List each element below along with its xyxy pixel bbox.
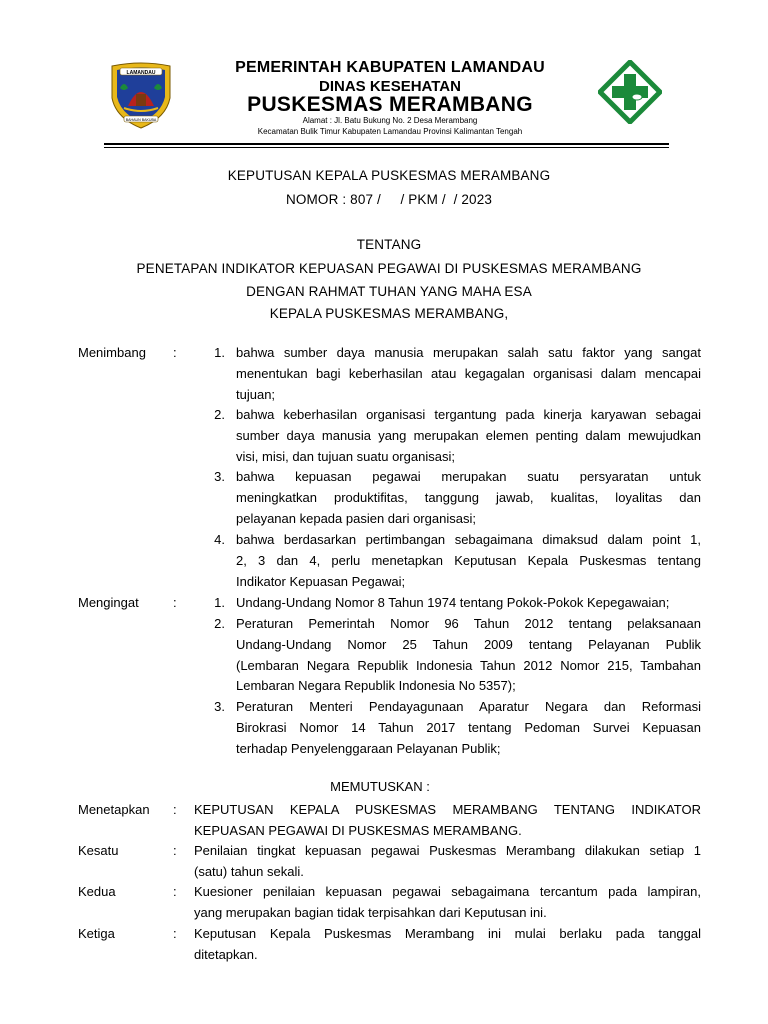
decision-label: Menetapkan bbox=[78, 802, 150, 817]
mengingat-colon: : bbox=[173, 595, 177, 610]
office-name: DINAS KESEHATAN bbox=[319, 78, 461, 95]
district-line: Kecamatan Bulik Timur Kabupaten Lamandau Provinsi Kalimantan Tengah bbox=[257, 127, 523, 136]
decree-number: NOMOR : 807 / / PKM / / 2023 bbox=[285, 192, 493, 207]
mengingat-num: 2. bbox=[214, 616, 225, 631]
letterhead-rule-thin bbox=[104, 147, 669, 148]
mengingat-item: Undang-Undang Nomor 8 Tahun 1974 tentang Pokok-Pokok Kepegawaian; bbox=[236, 595, 670, 610]
decision-label: Kesatu bbox=[78, 843, 119, 858]
decree-subject: PENETAPAN INDIKATOR KEPUASAN PEGAWAI DI PUSKESMAS MERAMBANG bbox=[136, 261, 642, 276]
decision-label: Kedua bbox=[78, 884, 116, 899]
letterhead-rule-thick bbox=[104, 143, 669, 145]
decision-colon: : bbox=[173, 843, 177, 858]
menimbang-label: Menimbang bbox=[78, 345, 146, 360]
svg-text:LAMANDAU: LAMANDAU bbox=[126, 69, 156, 76]
lamandau-emblem-logo bbox=[106, 58, 176, 130]
decision-text: Keputusan Kepala Puskesmas Merambang ini mulai berlaku pada tanggal ditetapkan. bbox=[194, 926, 701, 962]
menimbang-num: 2. bbox=[214, 407, 225, 422]
official-line: KEPALA PUSKESMAS MERAMBANG, bbox=[269, 306, 509, 321]
mengingat-item: Peraturan Pemerintah Nomor 96 Tahun 2012 tentang pelaksanaan Undang-Undang Nomor 25 Tahun 2009 tentang Pelayanan Publik (Lembaran Negara Republik Indonesia Tahun 2012 Nomor 215, Tambahan Lembaran Negara Republik Indonesia No 5357); bbox=[236, 616, 701, 694]
svg-text:BAHAUN BAKUBA: BAHAUN BAKUBA bbox=[125, 117, 157, 122]
puskesmas-name: PUSKESMAS MERAMBANG bbox=[247, 93, 533, 116]
blessing-line: DENGAN RAHMAT TUHAN YANG MAHA ESA bbox=[246, 284, 532, 299]
mengingat-item: Peraturan Menteri Pendayagunaan Aparatur Negara dan Reformasi Birokrasi Nomor 14 Tahun 2017 tentang Pedoman Survei Kepuasan terhadap Penyelenggaraan Pelayanan Publik; bbox=[236, 699, 701, 756]
decision-text: Penilaian tingkat kepuasan pegawai Puskesmas Merambang dilakukan setiap 1 (satu) tahun sekali. bbox=[194, 843, 701, 879]
menimbang-num: 3. bbox=[214, 469, 225, 484]
decision-text: KEPUTUSAN KEPALA PUSKESMAS MERAMBANG TENTANG INDIKATOR KEPUASAN PEGAWAI DI PUSKESMAS MERAMBANG. bbox=[194, 802, 701, 838]
puskesmas-logo bbox=[598, 60, 662, 124]
menimbang-item: bahwa kepuasan pegawai merupakan suatu persyaratan untuk meningkatkan produktifitas, tanggung jawab, kualitas, loyalitas dan pelayanan kepada pasien dari organisasi; bbox=[236, 469, 701, 526]
decision-colon: : bbox=[173, 802, 177, 817]
decision-label: Ketiga bbox=[78, 926, 115, 941]
decision-text: Kuesioner penilaian kepuasan pegawai sebagaimana tercantum pada lampiran, yang merupakan bagian tidak terpisahkan dari Keputusan ini. bbox=[194, 884, 701, 920]
decision-colon: : bbox=[173, 926, 177, 941]
decision-colon: : bbox=[173, 884, 177, 899]
address-line: Alamat : Jl. Batu Bukung No. 2 Desa Merambang bbox=[302, 116, 478, 125]
memutuskan-heading: MEMUTUSKAN : bbox=[330, 779, 430, 794]
menimbang-item: bahwa sumber daya manusia merupakan salah satu faktor yang sangat menentukan bagi keberhasilan atau kegagalan organisasi dalam mencapai tujuan; bbox=[236, 345, 701, 402]
menimbang-num: 4. bbox=[214, 532, 225, 547]
mengingat-num: 1. bbox=[214, 595, 225, 610]
decree-title: KEPUTUSAN KEPALA PUSKESMAS MERAMBANG bbox=[227, 168, 551, 183]
menimbang-item: bahwa keberhasilan organisasi tergantung pada kinerja karyawan sebagai sumber daya manusia yang merupakan elemen penting dalam mewujudkan visi, misi, dan tujuan suatu organisasi; bbox=[236, 407, 701, 464]
mengingat-num: 3. bbox=[214, 699, 225, 714]
menimbang-colon: : bbox=[173, 345, 177, 360]
mengingat-label: Mengingat bbox=[78, 595, 139, 610]
menimbang-item: bahwa berdasarkan pertimbangan sebagaimana dimaksud dalam point 1, 2, 3 dan 4, perlu menetapkan Keputusan Kepala Puskesmas tentang Indikator Kepuasan Pegawai; bbox=[236, 532, 701, 589]
menimbang-num: 1. bbox=[214, 345, 225, 360]
gov-name: PEMERINTAH KABUPATEN LAMANDAU bbox=[235, 59, 545, 76]
tentang-heading: TENTANG bbox=[356, 237, 422, 252]
